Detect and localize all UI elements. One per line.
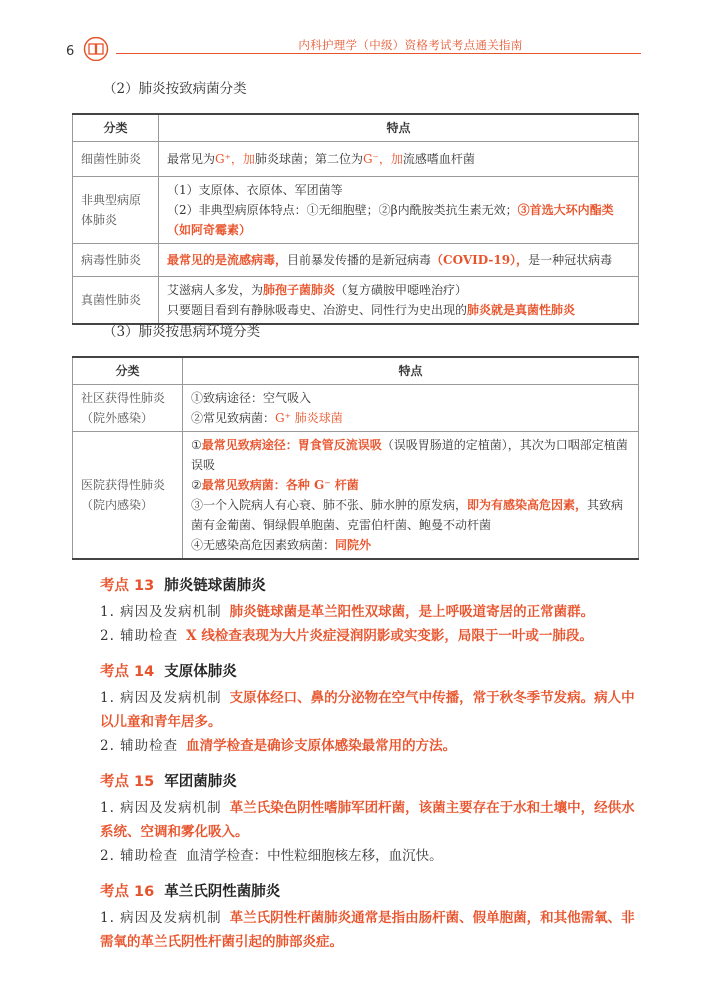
book-icon (83, 37, 109, 61)
row-name: 医院获得性肺炎 （院内感染） (73, 432, 183, 560)
pathogen-table (72, 113, 639, 325)
kp14-exam: 2. 辅助检查 血清学检查是确诊支原体感染最常用的方法。 (100, 738, 457, 754)
kp13-heading: 考点 13 肺炎链球菌肺炎 (100, 578, 266, 594)
kp14-heading: 考点 14 支原体肺炎 (100, 664, 237, 680)
row-name: 细菌性肺炎 (73, 142, 159, 177)
row-name: 真菌性肺炎 (73, 277, 159, 325)
row-features: （1）支原体、衣原体、军团菌等 （2）非典型病原体特点：①无细胞壁；②β内酰胺类抗生素无效；③首选大环内酯类（如阿奇霉素） (159, 177, 639, 244)
row-features: 最常见的是流感病毒，目前暴发传播的是新冠病毒（COVID-19），是一种冠状病毒 (159, 244, 639, 277)
col-header-category: 分类 (73, 114, 159, 142)
page-header (0, 34, 711, 62)
row-features: ①最常见致病途径：胃食管反流误吸（误吸胃肠道的定植菌），其次为口咽部定植菌误吸 ②最常见致病菌：各种 G⁻ 杆菌 ③一个入院病人有心衰、肺不张、肺水肿的原发病，即为有感染高危因素，其致病菌有金葡菌、铜绿假单胞菌、克雷伯杆菌、鲍曼不动杆菌 ④无感染高危因素致病菌：同院外 (183, 432, 639, 560)
page-number: 6 (66, 44, 75, 59)
kp15-exam: 2. 辅助检查 血清学检查：中性粒细胞核左移，血沉快。 (100, 848, 443, 864)
table-row (73, 385, 639, 432)
table-row (73, 177, 639, 244)
col-header-features: 特点 (159, 114, 639, 142)
header-title: 内科护理学（中级）资格考试考点通关指南 (298, 38, 523, 52)
table-row (73, 244, 639, 277)
section-3-title: （3）肺炎按患病环境分类 (103, 324, 261, 340)
col-header-category: 分类 (73, 357, 183, 385)
kp13-exam: 2. 辅助检查 X 线检查表现为大片炎症浸润阴影或实变影，局限于一叶或一肺段。 (100, 628, 593, 644)
col-header-features: 特点 (183, 357, 639, 385)
row-features: 最常见为G⁺，加肺炎球菌；第二位为G⁻，加流感嗜血杆菌 (159, 142, 639, 177)
environment-table (72, 356, 639, 560)
kp14-cause: 1. 病因及发病机制 支原体经口、鼻的分泌物在空气中传播，常于秋冬季节发病。病人中以儿童和青年居多。 (100, 690, 635, 730)
row-features: ①致病途径：空气吸入 ②常见致病菌：G⁺ 肺炎球菌 (183, 385, 639, 432)
header-rule (116, 53, 641, 54)
kp16-heading: 考点 16 革兰氏阴性菌肺炎 (100, 884, 281, 900)
row-name: 社区获得性肺炎 （院外感染） (73, 385, 183, 432)
table-row (73, 432, 639, 560)
section-2-title: （2）肺炎按致病菌分类 (103, 81, 247, 97)
kp13-cause: 1. 病因及发病机制 肺炎链球菌是革兰阳性双球菌，是上呼吸道寄居的正常菌群。 (100, 604, 595, 620)
table-row (73, 142, 639, 177)
table-row (73, 277, 639, 325)
table-header-row (73, 114, 639, 142)
row-name: 非典型病原体肺炎 (73, 177, 159, 244)
kp15-heading: 考点 15 军团菌肺炎 (100, 774, 237, 790)
kp15-cause: 1. 病因及发病机制 革兰氏染色阴性嗜肺军团杆菌，该菌主要存在于水和土壤中，经供水系统、空调和雾化吸入。 (100, 800, 635, 840)
table-header-row (73, 357, 639, 385)
kp16-cause: 1. 病因及发病机制 革兰氏阴性杆菌肺炎通常是指由肠杆菌、假单胞菌，和其他需氧、非需氧的革兰氏阴性杆菌引起的肺部炎症。 (100, 910, 635, 950)
row-features: 艾滋病人多发，为肺孢子菌肺炎（复方磺胺甲噁唑治疗） 只要题目看到有静脉吸毒史、冶游史、同性行为史出现的肺炎就是真菌性肺炎 (159, 277, 639, 325)
row-name: 病毒性肺炎 (73, 244, 159, 277)
